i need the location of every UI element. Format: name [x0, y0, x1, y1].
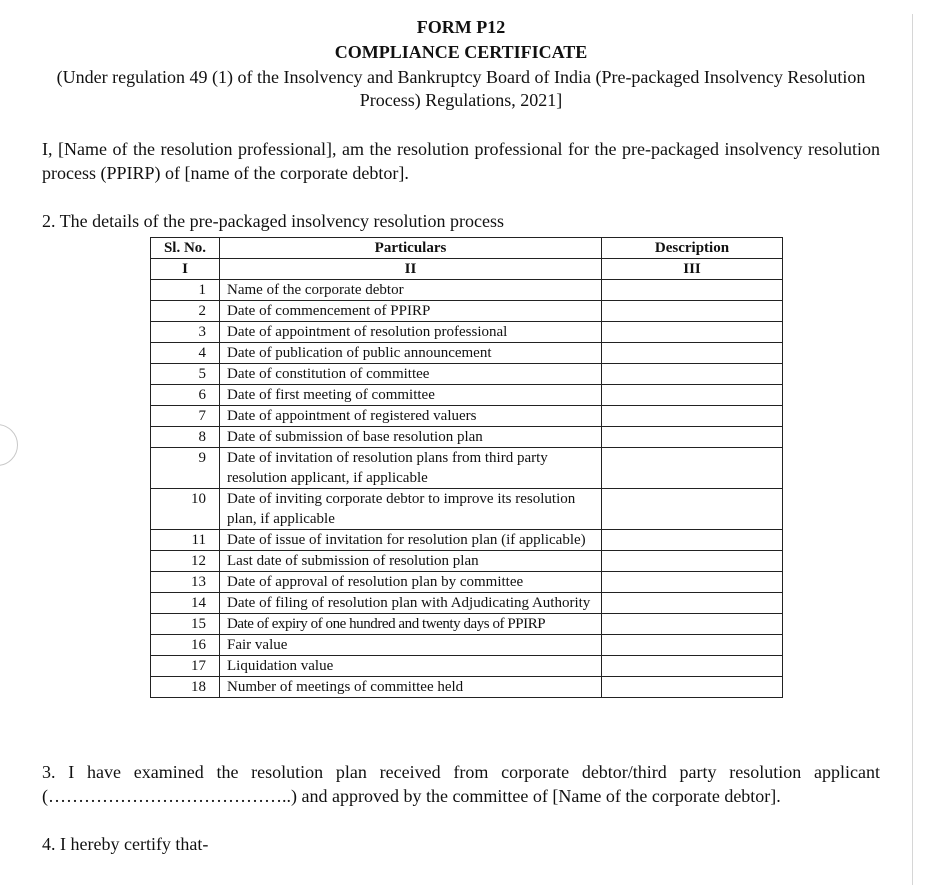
row-description-cell[interactable] [602, 530, 783, 551]
row-particular: Name of the corporate debtor [220, 280, 602, 301]
row-description-cell[interactable] [602, 280, 783, 301]
document-body [42, 14, 880, 233]
row-particular: Last date of submission of resolution plan [220, 551, 602, 572]
row-description-cell[interactable] [602, 551, 783, 572]
row-description-cell[interactable] [602, 635, 783, 656]
row-particular: Date of appointment of registered valuers [220, 406, 602, 427]
row-sl-no: 2 [151, 301, 220, 322]
row-particular: Date of submission of base resolution plan [220, 427, 602, 448]
row-description-cell[interactable] [602, 385, 783, 406]
row-sl-no: 13 [151, 572, 220, 593]
row-description-cell[interactable] [602, 489, 783, 530]
row-description-cell[interactable] [602, 364, 783, 385]
row-sl-no: 10 [151, 489, 220, 530]
row-sl-no: 4 [151, 343, 220, 364]
row-sl-no: 9 [151, 448, 220, 489]
row-sl-no: 16 [151, 635, 220, 656]
paragraph-4: 4. I hereby certify that- [42, 834, 209, 854]
ppirp-details-table [150, 237, 783, 698]
row-particular: Date of publication of public announcement [220, 343, 602, 364]
paragraph-3: 3. I have examined the resolution plan received from corporate debtor/third party resolution applicant (…………………………………..) and approved by the committee of [Name of the corporate debtor]. [42, 762, 880, 806]
column-subheader-iii: III [602, 259, 783, 280]
row-description-cell[interactable] [602, 572, 783, 593]
document-body-lower [42, 760, 880, 856]
table-row [151, 427, 783, 448]
row-sl-no: 5 [151, 364, 220, 385]
table-row [151, 677, 783, 698]
table-row [151, 489, 783, 530]
table-row [151, 635, 783, 656]
column-header-description: Description [602, 238, 783, 259]
table-row [151, 448, 783, 489]
table-row [151, 593, 783, 614]
row-description-cell[interactable] [602, 427, 783, 448]
table-row [151, 614, 783, 635]
column-header-sl-no: Sl. No. [151, 238, 220, 259]
table-row [151, 343, 783, 364]
row-sl-no: 3 [151, 322, 220, 343]
row-description-cell[interactable] [602, 343, 783, 364]
row-particular: Date of constitution of committee [220, 364, 602, 385]
row-particular: Date of invitation of resolution plans from third party resolution applicant, if applicable [220, 448, 602, 489]
side-scroll-handle[interactable] [0, 424, 18, 466]
row-particular: Date of filing of resolution plan with Adjudicating Authority [220, 593, 602, 614]
row-description-cell[interactable] [602, 448, 783, 489]
row-particular: Date of inviting corporate debtor to improve its resolution plan, if applicable [220, 489, 602, 530]
row-sl-no: 6 [151, 385, 220, 406]
row-particular: Liquidation value [220, 656, 602, 677]
row-sl-no: 1 [151, 280, 220, 301]
column-subheader-i: I [151, 259, 220, 280]
table-subheader-row [151, 259, 783, 280]
row-sl-no: 12 [151, 551, 220, 572]
form-number: FORM P12 [416, 17, 506, 37]
row-particular: Date of approval of resolution plan by committee [220, 572, 602, 593]
table-row [151, 551, 783, 572]
row-description-cell[interactable] [602, 593, 783, 614]
row-particular: Date of commencement of PPIRP [220, 301, 602, 322]
row-sl-no: 8 [151, 427, 220, 448]
row-description-cell[interactable] [602, 656, 783, 677]
row-sl-no: 7 [151, 406, 220, 427]
row-sl-no: 14 [151, 593, 220, 614]
table-row [151, 385, 783, 406]
table-header-row [151, 238, 783, 259]
row-description-cell[interactable] [602, 322, 783, 343]
row-particular: Number of meetings of committee held [220, 677, 602, 698]
row-description-cell[interactable] [602, 614, 783, 635]
row-description-cell[interactable] [602, 406, 783, 427]
table-row [151, 406, 783, 427]
row-description-cell[interactable] [602, 301, 783, 322]
row-sl-no: 17 [151, 656, 220, 677]
table-row [151, 656, 783, 677]
table-row [151, 530, 783, 551]
row-sl-no: 18 [151, 677, 220, 698]
form-title: COMPLIANCE CERTIFICATE [334, 42, 588, 62]
table-row [151, 364, 783, 385]
form-subtitle: (Under regulation 49 (1) of the Insolvency and Bankruptcy Board of India (Pre-packaged Insolvency Resolution Process) Regulations, 2021] [56, 67, 866, 110]
row-particular: Date of expiry of one hundred and twenty days of PPIRP [220, 614, 602, 635]
column-subheader-ii: II [220, 259, 602, 280]
row-particular: Date of first meeting of committee [220, 385, 602, 406]
column-header-particulars: Particulars [220, 238, 602, 259]
paragraph-1: I, [Name of the resolution professional], am the resolution professional for the pre-packaged insolvency resolution process (PPIRP) of [name of the corporate debtor]. [42, 139, 880, 183]
table-row [151, 322, 783, 343]
row-particular: Date of issue of invitation for resolution plan (if applicable) [220, 530, 602, 551]
row-particular: Fair value [220, 635, 602, 656]
row-description-cell[interactable] [602, 677, 783, 698]
row-sl-no: 11 [151, 530, 220, 551]
page-edge-divider [912, 14, 913, 885]
table-row [151, 280, 783, 301]
table-row [151, 301, 783, 322]
row-particular: Date of appointment of resolution professional [220, 322, 602, 343]
table-row [151, 572, 783, 593]
row-sl-no: 15 [151, 614, 220, 635]
paragraph-2: 2. The details of the pre-packaged insolvency resolution process [42, 211, 505, 231]
